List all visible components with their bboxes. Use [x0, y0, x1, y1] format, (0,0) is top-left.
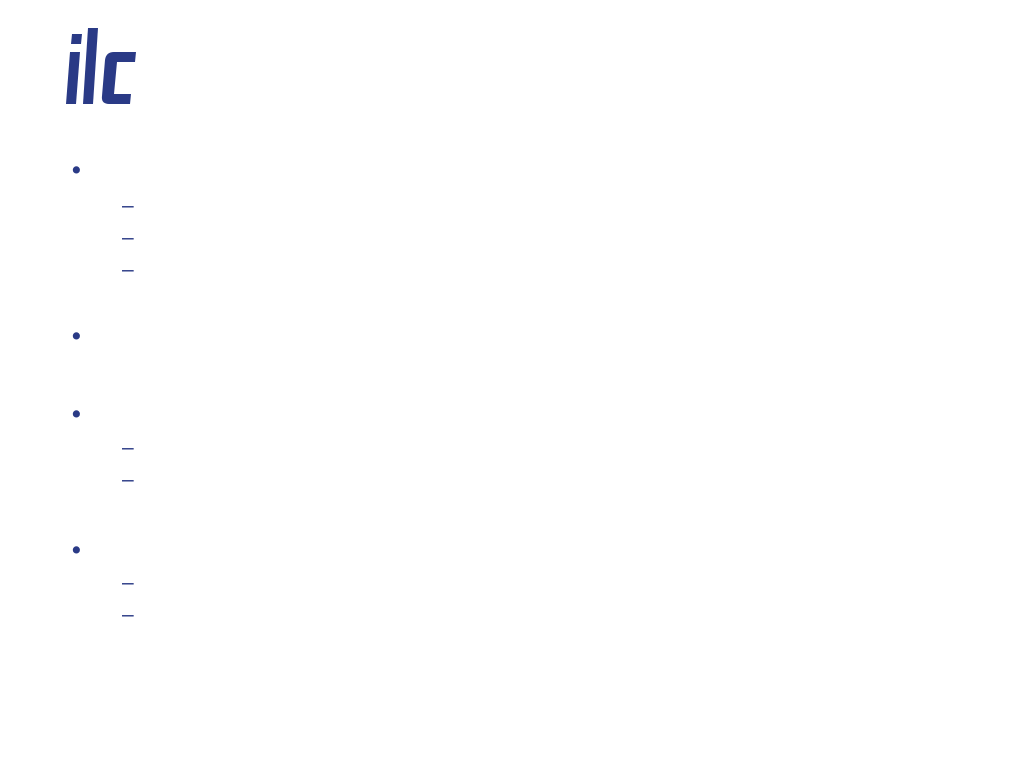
bottom-dotted-divider: [0, 696, 1024, 716]
bullet-dot-icon: •: [72, 156, 81, 184]
top-dotted-divider: [0, 68, 1024, 108]
bullet-dot-icon: •: [72, 536, 81, 564]
bullet-dot-icon: •: [72, 400, 81, 428]
bullet-dot-icon: •: [72, 322, 81, 350]
